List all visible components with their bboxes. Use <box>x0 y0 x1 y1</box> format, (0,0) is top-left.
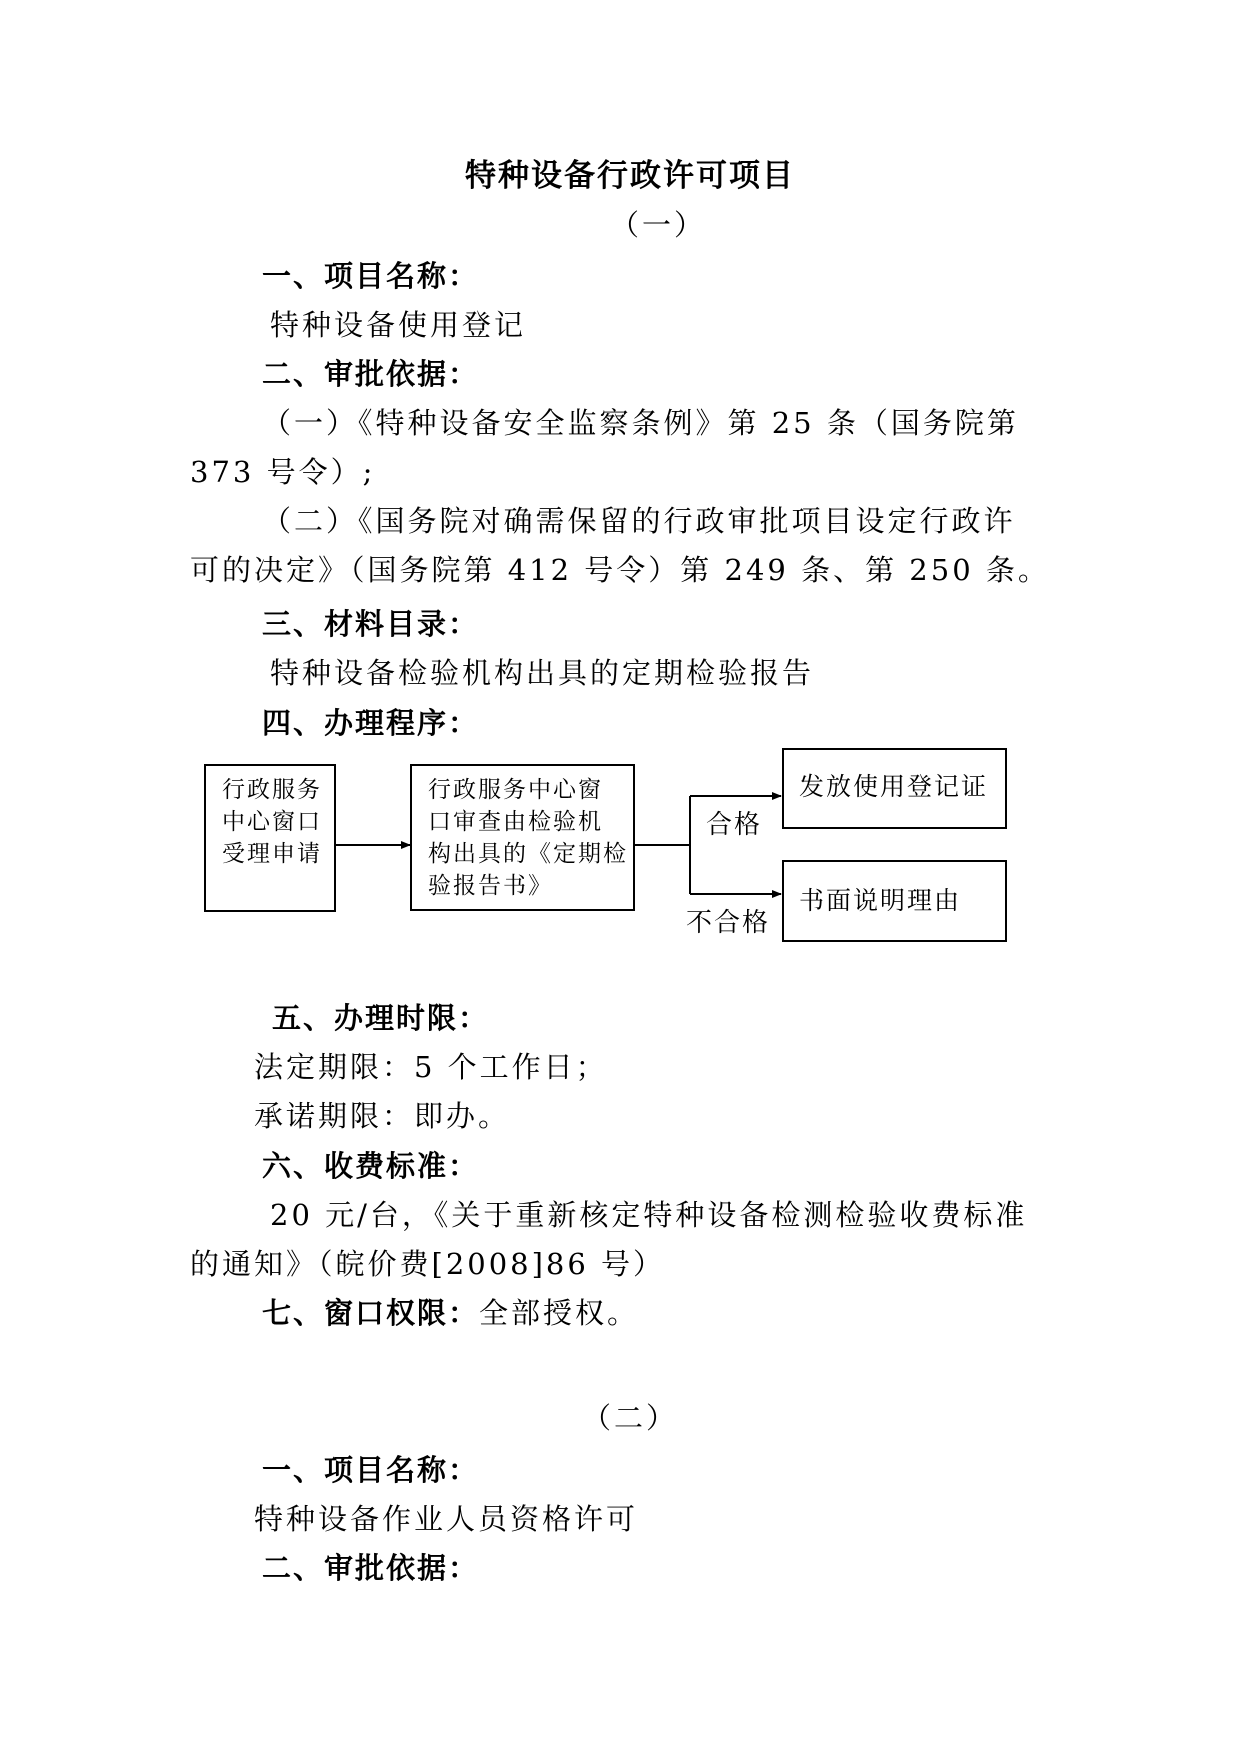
heading-procedure: 四、办理程序： <box>262 706 480 740</box>
flow-box-accept-line: 行政服务 <box>222 777 322 803</box>
flow-box-issue-certificate-text: 发放使用登记证 <box>799 772 989 801</box>
heading-approval-basis: 二、审批依据： <box>262 1551 480 1585</box>
fee-line-2: 的通知》（皖价费[2008]86 号） <box>190 1247 666 1281</box>
heading-project-name: 一、项目名称： <box>262 1453 480 1487</box>
materials-list: 特种设备检验机构出具的定期检验报告 <box>270 656 815 690</box>
flow-box-written-reason-text: 书面说明理由 <box>799 886 962 915</box>
flow-box-review <box>410 764 635 911</box>
legal-time-limit: 法定期限：5 个工作日； <box>254 1050 608 1084</box>
heading-approval-basis: 二、审批依据： <box>262 357 480 391</box>
section-number: （二） <box>582 1401 679 1435</box>
flow-box-written-reason <box>782 860 1007 942</box>
promised-time-limit: 承诺期限：即办。 <box>254 1099 511 1133</box>
heading-window-authority: 七、窗口权限： <box>262 1296 480 1330</box>
document-title: 特种设备行政许可项目 <box>465 158 795 194</box>
flow-box-review-line: 口审查由检验机 <box>428 809 603 835</box>
window-authority-row <box>262 1295 639 1331</box>
project-name: 特种设备使用登记 <box>270 308 527 342</box>
heading-project-name: 一、项目名称： <box>262 259 480 293</box>
flow-box-review-line: 验报告书》 <box>428 873 553 899</box>
flow-box-review-line: 构出具的《定期检 <box>428 841 628 867</box>
heading-time-limit: 五、办理时限： <box>272 1001 490 1035</box>
basis-1-line-2: 373 号令）; <box>190 455 376 489</box>
heading-materials: 三、材料目录： <box>262 607 480 641</box>
flow-label-pass: 合格 <box>706 810 763 840</box>
section-number: （一） <box>610 208 707 242</box>
flow-box-accept-line: 中心窗口 <box>222 809 322 835</box>
fee-line-1: 20 元/台，《关于重新核定特种设备检测检验收费标准 <box>270 1198 1028 1232</box>
flow-box-accept <box>204 764 336 912</box>
flow-box-issue-certificate <box>782 748 1007 829</box>
basis-1-line-1: （一）《特种设备安全监察条例》第 25 条（国务院第 <box>262 406 1019 440</box>
basis-2-line-2: 可的决定》（国务院第 412 号令）第 249 条、第 250 条。 <box>190 553 1050 587</box>
project-name: 特种设备作业人员资格许可 <box>254 1502 639 1536</box>
window-authority-value: 全部授权。 <box>479 1296 640 1330</box>
heading-fee-standard: 六、收费标准： <box>262 1149 480 1183</box>
basis-2-line-1: （二）《国务院对确需保留的行政审批项目设定行政许 <box>262 504 1016 538</box>
flow-box-review-line: 行政服务中心窗 <box>428 777 603 803</box>
flow-label-fail: 不合格 <box>686 908 771 938</box>
flow-box-accept-line: 受理申请 <box>222 841 322 867</box>
